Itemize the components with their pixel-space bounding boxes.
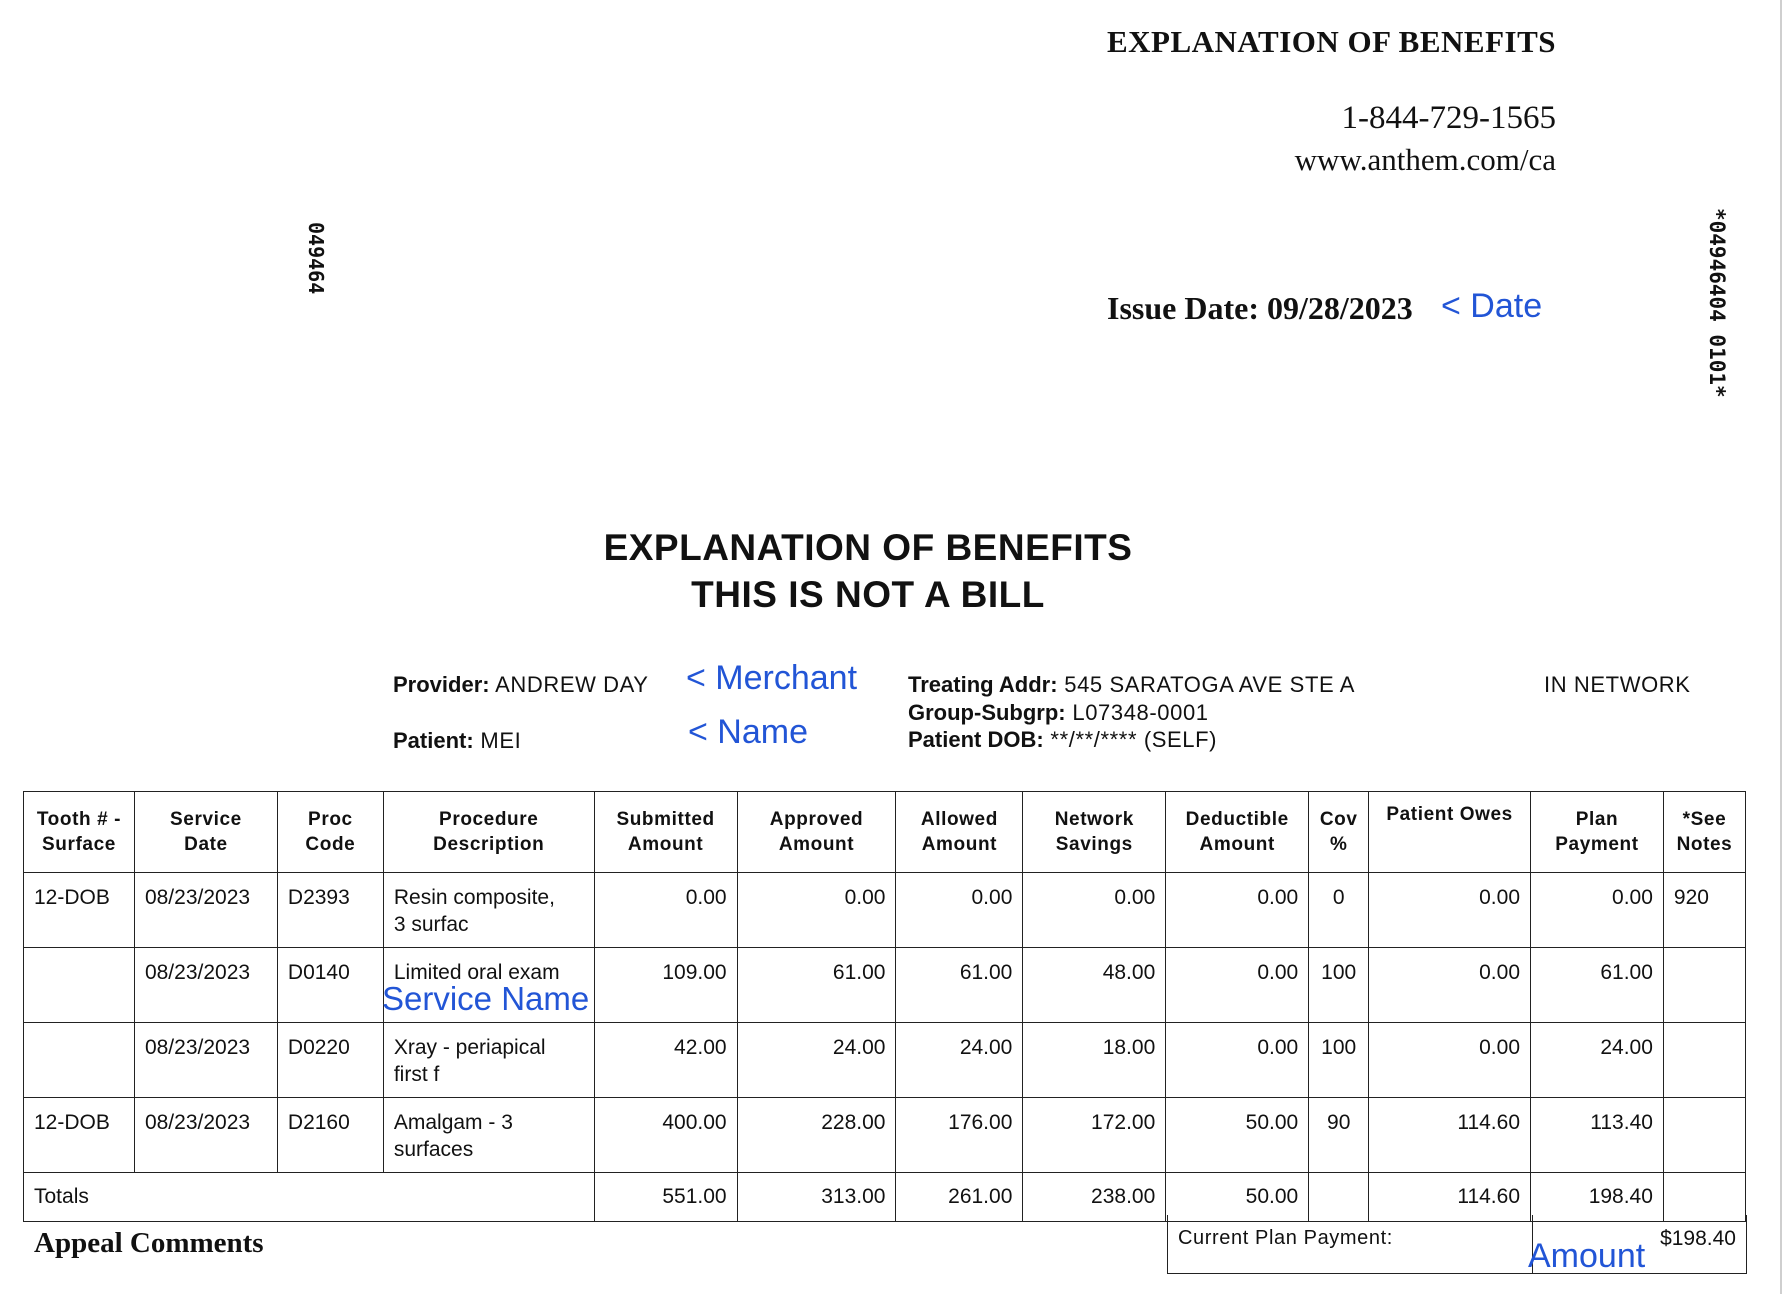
- patient-line: [393, 728, 521, 754]
- annotation-merchant: < Merchant: [686, 659, 858, 697]
- cell-owes: 0.00: [1369, 873, 1531, 948]
- total-owes: 114.60: [1369, 1173, 1531, 1222]
- group-label: Group-Subgrp:: [908, 700, 1066, 725]
- main-subtitle: THIS IS NOT A BILL: [691, 574, 1045, 615]
- table-row: [24, 1023, 1746, 1098]
- dob-value: **/**/**** (SELF): [1050, 727, 1218, 752]
- header-title: EXPLANATION OF BENEFITS: [1106, 24, 1556, 59]
- cell-savings: 0.00: [1023, 873, 1166, 948]
- dob-label: Patient DOB:: [908, 727, 1044, 752]
- provider-line: [393, 672, 649, 698]
- cell-description: Resin composite, 3 surfac: [383, 873, 594, 948]
- current-plan-payment-label: Current Plan Payment:: [1178, 1227, 1393, 1249]
- cell-plan: 113.40: [1531, 1098, 1664, 1173]
- col-header-description: Procedure Description: [383, 792, 594, 873]
- network-status: IN NETWORK: [1544, 672, 1691, 697]
- cell-code: D2160: [277, 1098, 383, 1173]
- cell-code: D0220: [277, 1023, 383, 1098]
- cell-owes: 0.00: [1369, 1023, 1531, 1098]
- cell-approved: 61.00: [737, 948, 896, 1023]
- dob-line: [908, 727, 1217, 753]
- cell-plan: 61.00: [1531, 948, 1664, 1023]
- right-barcode-text: *04946404 0101*: [1705, 208, 1729, 398]
- total-submitted: 551.00: [594, 1173, 737, 1222]
- treating-addr-line: [908, 672, 1355, 698]
- col-header-approved: Approved Amount: [737, 792, 896, 873]
- patient-label: Patient:: [393, 728, 474, 753]
- cell-allowed: 61.00: [896, 948, 1023, 1023]
- col-header-service-date: Service Date: [134, 792, 277, 873]
- col-header-network-savings: Network Savings: [1023, 792, 1166, 873]
- table-row: [24, 1098, 1746, 1173]
- table-row: [24, 873, 1746, 948]
- cell-savings: 172.00: [1023, 1098, 1166, 1173]
- issue-date-label: Issue Date:: [1107, 290, 1259, 326]
- cell-cov: 100: [1309, 1023, 1369, 1098]
- cell-savings: 48.00: [1023, 948, 1166, 1023]
- cell-submitted: 0.00: [594, 873, 737, 948]
- left-barcode-text: 049464: [304, 222, 328, 295]
- cell-tooth: 12-DOB: [24, 1098, 135, 1173]
- cell-allowed: 24.00: [896, 1023, 1023, 1098]
- treating-addr-label: Treating Addr:: [908, 672, 1058, 697]
- provider-label: Provider:: [393, 672, 490, 697]
- provider-value: ANDREW DAY: [495, 672, 649, 697]
- cell-cov: 0: [1309, 873, 1369, 948]
- cell-tooth: [24, 1023, 135, 1098]
- issue-date-value: 09/28/2023: [1266, 290, 1413, 326]
- cell-approved: 228.00: [737, 1098, 896, 1173]
- group-line: [908, 700, 1209, 726]
- cell-notes: 920: [1663, 873, 1745, 948]
- cell-owes: 114.60: [1369, 1098, 1531, 1173]
- cell-deductible: 50.00: [1166, 1098, 1309, 1173]
- cell-allowed: 0.00: [896, 873, 1023, 948]
- total-savings: 238.00: [1023, 1173, 1166, 1222]
- totals-label: Totals: [24, 1173, 595, 1222]
- col-header-tooth: Tooth # - Surface: [24, 792, 135, 873]
- annotation-amount: Amount: [1528, 1237, 1646, 1275]
- cell-submitted: 109.00: [594, 948, 737, 1023]
- cell-date: 08/23/2023: [134, 873, 277, 948]
- col-header-proc-code: Proc Code: [277, 792, 383, 873]
- annotation-name: < Name: [688, 713, 808, 751]
- col-header-cov: Cov %: [1309, 792, 1369, 873]
- cell-code: D2393: [277, 873, 383, 948]
- table-header-row: [24, 792, 1746, 873]
- cell-approved: 0.00: [737, 873, 896, 948]
- cell-savings: 18.00: [1023, 1023, 1166, 1098]
- cell-description: Xray - periapical first f: [383, 1023, 594, 1098]
- patient-value: MEI: [480, 728, 522, 753]
- cell-date: 08/23/2023: [134, 1023, 277, 1098]
- treating-addr-value: 545 SARATOGA AVE STE A: [1064, 672, 1356, 697]
- total-deductible: 50.00: [1166, 1173, 1309, 1222]
- cell-allowed: 176.00: [896, 1098, 1023, 1173]
- header-phone: 1-844-729-1565: [1341, 100, 1556, 136]
- col-header-notes: *See Notes: [1663, 792, 1745, 873]
- col-header-allowed: Allowed Amount: [896, 792, 1023, 873]
- col-header-plan-payment: Plan Payment: [1531, 792, 1664, 873]
- cell-plan: 0.00: [1531, 873, 1664, 948]
- group-value: L07348-0001: [1072, 700, 1209, 725]
- cell-tooth: [24, 948, 135, 1023]
- cell-submitted: 400.00: [594, 1098, 737, 1173]
- cell-notes: [1663, 1023, 1745, 1098]
- cell-date: 08/23/2023: [134, 1098, 277, 1173]
- claims-table: [23, 791, 1746, 1222]
- header-website: www.anthem.com/ca: [1294, 142, 1556, 177]
- annotation-date: < Date: [1441, 287, 1543, 325]
- cell-date: 08/23/2023: [134, 948, 277, 1023]
- current-plan-payment-box: [1167, 1215, 1747, 1274]
- appeal-comments-heading: Appeal Comments: [34, 1227, 264, 1259]
- cell-tooth: 12-DOB: [24, 873, 135, 948]
- current-plan-payment-value: $198.40: [1660, 1227, 1736, 1250]
- col-header-submitted: Submitted Amount: [594, 792, 737, 873]
- cell-description: Amalgam - 3 surfaces: [383, 1098, 594, 1173]
- cell-description: Limited oral exam: [383, 948, 594, 1023]
- cell-notes: [1663, 948, 1745, 1023]
- cell-plan: 24.00: [1531, 1023, 1664, 1098]
- cell-deductible: 0.00: [1166, 873, 1309, 948]
- table-row: [24, 948, 1746, 1023]
- main-title: EXPLANATION OF BENEFITS: [603, 527, 1133, 568]
- col-header-deductible: Deductible Amount: [1166, 792, 1309, 873]
- cell-code: D0140: [277, 948, 383, 1023]
- cell-owes: 0.00: [1369, 948, 1531, 1023]
- total-plan: 198.40: [1531, 1173, 1664, 1222]
- cell-deductible: 0.00: [1166, 1023, 1309, 1098]
- cell-notes: [1663, 1098, 1745, 1173]
- col-header-patient-owes: Patient Owes: [1369, 792, 1531, 873]
- annotation-service-name: Service Name: [382, 980, 590, 1017]
- cell-cov: 90: [1309, 1098, 1369, 1173]
- total-approved: 313.00: [737, 1173, 896, 1222]
- cell-approved: 24.00: [737, 1023, 896, 1098]
- total-allowed: 261.00: [896, 1173, 1023, 1222]
- cell-cov: 100: [1309, 948, 1369, 1023]
- issue-date: [1107, 290, 1413, 327]
- cell-submitted: 42.00: [594, 1023, 737, 1098]
- cell-deductible: 0.00: [1166, 948, 1309, 1023]
